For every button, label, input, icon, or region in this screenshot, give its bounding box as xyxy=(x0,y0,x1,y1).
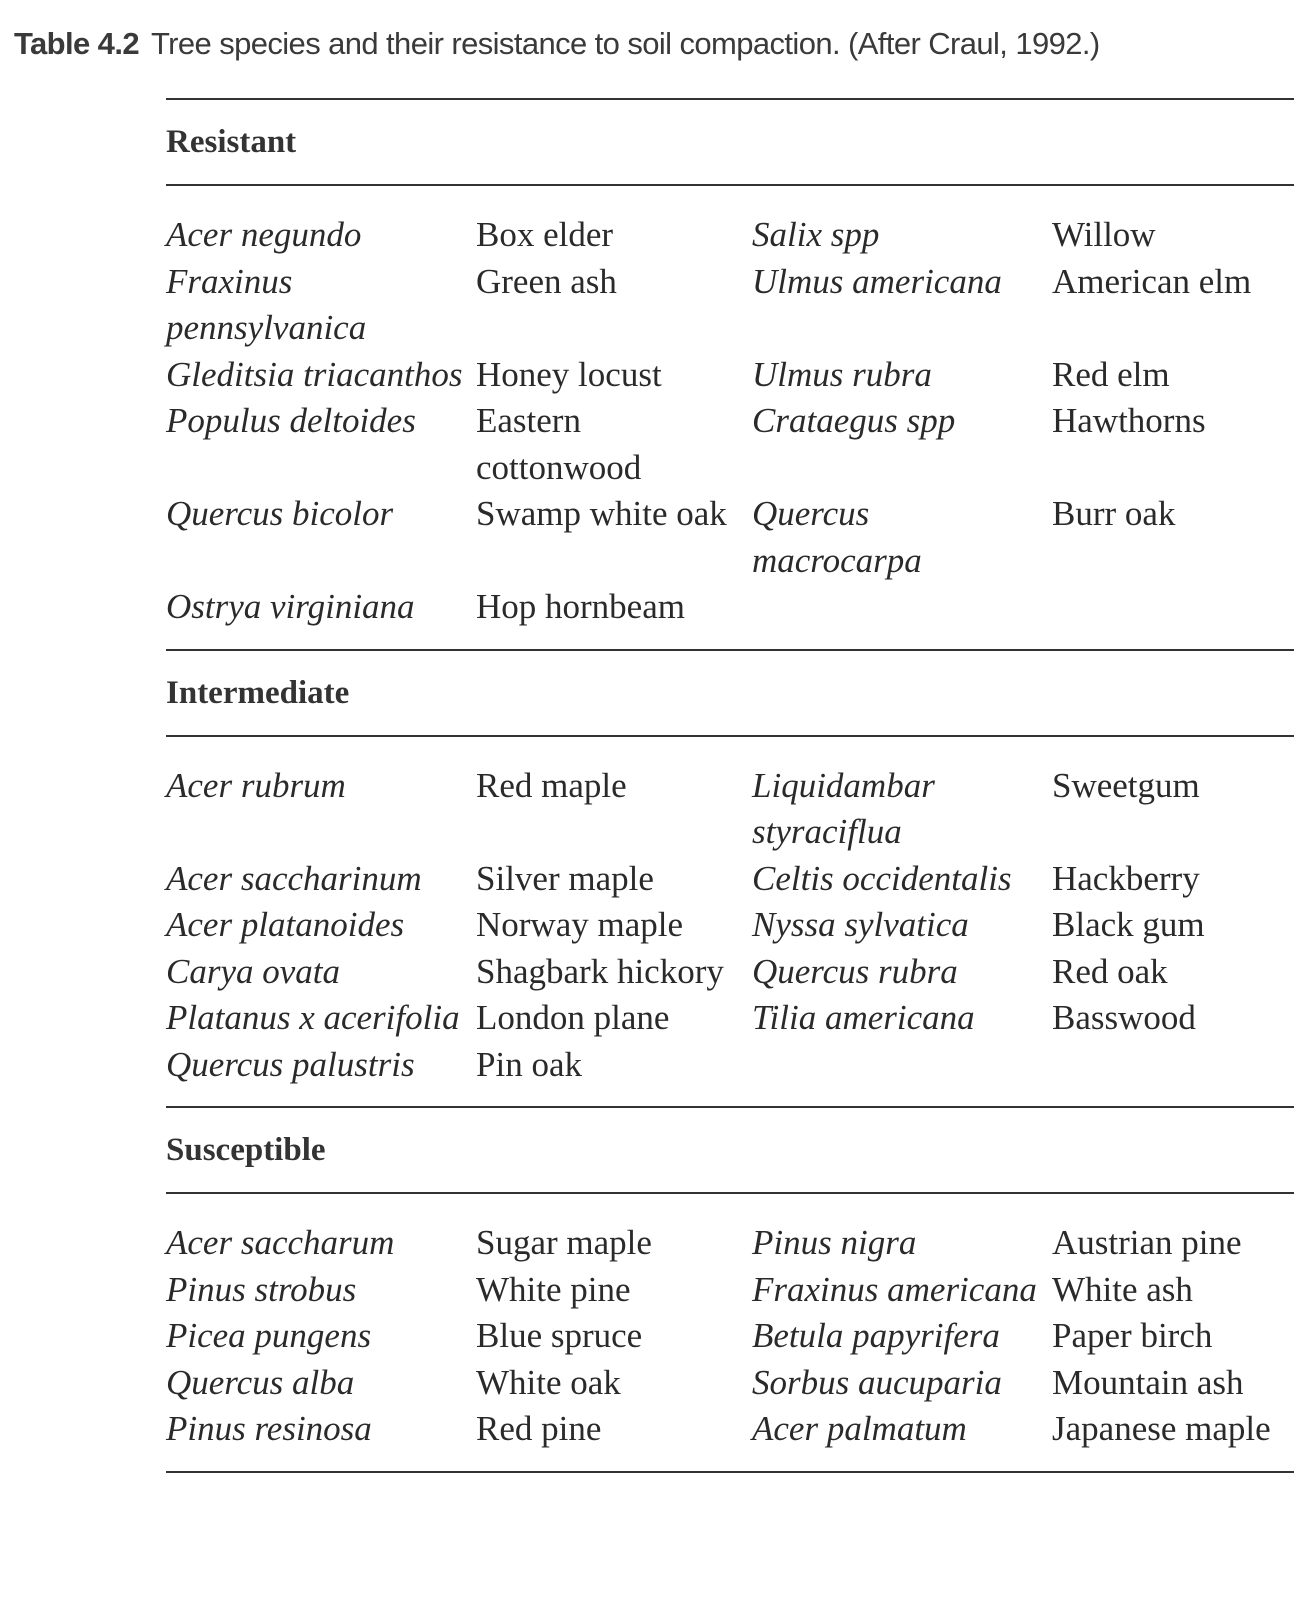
table-row xyxy=(166,856,1296,903)
scientific-name-cell: Fraxinus americana xyxy=(752,1269,1037,1309)
scientific-name-cell: Pinus nigra xyxy=(752,1223,917,1262)
section-rows xyxy=(166,1194,1296,1471)
common-name-cell: Blue spruce xyxy=(476,1316,643,1355)
common-name-cell: Shagbark hickory xyxy=(476,951,724,991)
scientific-name-cell: Sorbus aucuparia xyxy=(752,1362,1002,1402)
common-name-cell: Honey locust xyxy=(476,354,662,394)
scientific-name-cell xyxy=(752,584,1052,631)
table-row xyxy=(166,1267,1296,1314)
common-name-cell: Red elm xyxy=(1052,354,1170,394)
table-row xyxy=(166,1042,1296,1089)
common-name-cell: Green ash xyxy=(476,261,617,301)
table-row xyxy=(166,902,1296,949)
scientific-name-cell: Populus deltoides xyxy=(166,401,416,440)
scientific-name-cell: Quercus macrocarpa xyxy=(752,494,922,580)
common-name-cell: London plane xyxy=(476,998,670,1037)
common-name-cell: Burr oak xyxy=(1052,494,1176,533)
table-row xyxy=(166,995,1296,1042)
scientific-name-cell: Liquidambar styraciflua xyxy=(752,765,935,851)
common-name-cell: Hawthorns xyxy=(1052,401,1206,440)
scientific-name-cell: Tilia americana xyxy=(752,998,975,1037)
section-rows xyxy=(166,737,1296,1107)
scientific-name-cell: Betula papyrifera xyxy=(752,1316,1000,1355)
common-name-cell: Norway maple xyxy=(476,905,684,944)
common-name-cell: Sugar maple xyxy=(476,1223,652,1262)
section-heading-intermediate: Intermediate xyxy=(166,674,350,711)
table-title: Tree species and their resistance to soil compaction. (After Craul, 1992.) xyxy=(150,26,1100,61)
scientific-name-cell: Quercus palustris xyxy=(166,1044,415,1084)
common-name-cell: Pin oak xyxy=(476,1044,582,1084)
common-name-cell: Black gum xyxy=(1052,905,1205,944)
common-name-cell: Japanese maple xyxy=(1052,1409,1271,1448)
scientific-name-cell: Acer saccharinum xyxy=(166,858,422,898)
section-rows xyxy=(166,186,1296,649)
scientific-name-cell: Pinus strobus xyxy=(166,1269,357,1309)
common-name-cell: American elm xyxy=(1052,261,1252,301)
common-name-cell: Box elder xyxy=(476,215,614,254)
common-name-cell: Paper birch xyxy=(1052,1316,1213,1355)
scientific-name-cell: Quercus alba xyxy=(166,1362,355,1402)
table-row xyxy=(166,491,1296,584)
common-name-cell: Eastern cottonwood xyxy=(476,401,642,487)
scientific-name-cell: Picea pungens xyxy=(166,1316,372,1355)
common-name-cell: Sweetgum xyxy=(1052,765,1200,805)
scientific-name-cell: Crataegus spp xyxy=(752,401,956,440)
common-name-cell: Austrian pine xyxy=(1052,1223,1242,1262)
scientific-name-cell: Platanus x acerifolia xyxy=(166,998,460,1037)
table-row xyxy=(166,398,1296,491)
common-name-cell: White pine xyxy=(476,1269,631,1309)
common-name-cell xyxy=(1052,584,1296,631)
scientific-name-cell: Ulmus rubra xyxy=(752,354,932,394)
common-name-cell: Red maple xyxy=(476,765,627,805)
table-row xyxy=(166,1313,1296,1360)
common-name-cell: Red pine xyxy=(476,1409,602,1448)
common-name-cell: Basswood xyxy=(1052,998,1196,1037)
common-name-cell: Hackberry xyxy=(1052,858,1200,898)
table-row xyxy=(166,212,1296,259)
scientific-name-cell: Celtis occidentalis xyxy=(752,858,1012,898)
scientific-name-cell: Salix spp xyxy=(752,215,880,254)
table-row xyxy=(166,584,1296,631)
table-row xyxy=(166,259,1296,352)
table-row xyxy=(166,1220,1296,1267)
scientific-name-cell: Nyssa sylvatica xyxy=(752,905,969,944)
table-row xyxy=(166,763,1296,856)
scientific-name-cell: Acer platanoides xyxy=(166,905,405,944)
scientific-name-cell: Pinus resinosa xyxy=(166,1409,372,1448)
common-name-cell: Red oak xyxy=(1052,951,1168,991)
table-row xyxy=(166,1360,1296,1407)
scientific-name-cell: Ulmus americana xyxy=(752,261,1002,301)
table-bottom-rule xyxy=(166,1471,1294,1473)
table-row xyxy=(166,949,1296,996)
common-name-cell: Willow xyxy=(1052,215,1156,254)
scientific-name-cell: Ostrya virginiana xyxy=(166,587,415,626)
scientific-name-cell: Gleditsia triacanthos xyxy=(166,354,463,394)
scientific-name-cell: Quercus rubra xyxy=(752,951,958,991)
section-heading-susceptible: Susceptible xyxy=(166,1132,326,1168)
common-name-cell: White ash xyxy=(1052,1269,1193,1309)
common-name-cell: Silver maple xyxy=(476,858,654,898)
table-caption xyxy=(14,26,1100,62)
common-name-cell: Swamp white oak xyxy=(476,494,727,533)
scientific-name-cell xyxy=(752,1042,1052,1089)
common-name-cell: Mountain ash xyxy=(1052,1362,1244,1402)
scientific-name-cell: Acer palmatum xyxy=(752,1409,967,1448)
species-table xyxy=(166,98,1296,1473)
table-number: Table 4.2 xyxy=(14,26,139,61)
scientific-name-cell: Quercus bicolor xyxy=(166,494,394,533)
common-name-cell xyxy=(1052,1042,1296,1089)
table-row xyxy=(166,1406,1296,1453)
scientific-name-cell: Acer rubrum xyxy=(166,765,346,805)
table-row xyxy=(166,352,1296,399)
common-name-cell: White oak xyxy=(476,1362,621,1402)
section-heading-resistant: Resistant xyxy=(166,124,297,160)
common-name-cell: Hop hornbeam xyxy=(476,587,685,626)
scientific-name-cell: Carya ovata xyxy=(166,951,341,991)
scientific-name-cell: Fraxinus pennsylvanica xyxy=(166,261,367,347)
scientific-name-cell: Acer saccharum xyxy=(166,1223,395,1262)
scientific-name-cell: Acer negundo xyxy=(166,215,362,254)
